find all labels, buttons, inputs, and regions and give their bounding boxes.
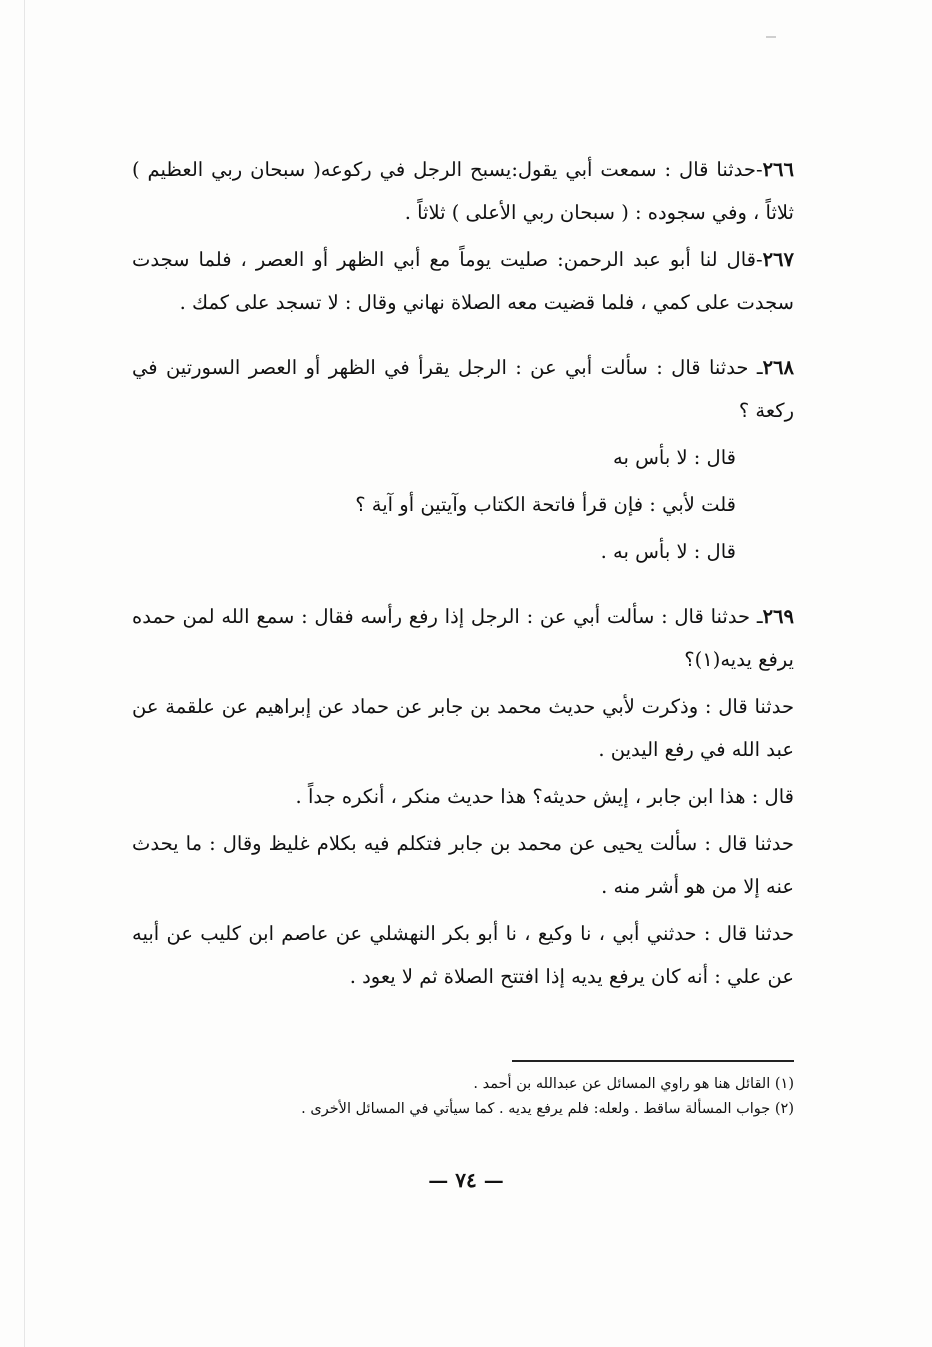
footnotes: [132, 1060, 794, 1122]
paragraph-text: ـ حدثنا قال : سألت أبي عن : الرجل إذا رفع رأسه فقال : سمع الله لمن حمده يرفع يديه(١)؟: [132, 605, 794, 671]
paragraph-text: حدثنا قال : وذكرت لأبي حديث محمد بن جابر عن حماد عن إبراهيم عن علقمة عن عبد الله في رفع اليدين .: [132, 695, 794, 761]
page-number: — ٧٤ —: [428, 1168, 504, 1192]
entry-number: ٢٦٨: [762, 356, 794, 379]
entry-number: ٢٦٦: [762, 158, 794, 181]
paragraph-text: قال : هذا ابن جابر ، إيش حديثه؟ هذا حديث منكر ، أنكره جداً .: [295, 785, 794, 808]
footnote-divider: [512, 1060, 794, 1062]
answer-line: قال : لا بأس به: [613, 446, 736, 469]
paragraph-text: ـ حدثنا قال : سألت أبي عن : الرجل يقرأ في الظهر أو العصر السورتين في ركعة ؟: [132, 356, 794, 422]
scan-edge-line: [24, 0, 25, 1347]
question-line: قلت لأبي : فإن قرأ فاتحة الكتاب وآيتين أو آية ؟: [355, 493, 736, 516]
paragraph-268: [132, 346, 794, 432]
paragraph-text: -حدثنا قال : سمعت أبي يقول:يسبح الرجل في ركوعه( سبحان ربي العظيم ) ثلاثاً ، وفي سجوده : ( سبحان ربي الأعلى ) ثلاثاً .: [132, 158, 794, 224]
paragraph-269: [132, 595, 794, 681]
footnote: (٢) جواب المسألة ساقط . ولعله: فلم يرفع يديه . كما سيأتي في المسائل الأخرى .: [301, 1101, 794, 1117]
answer-line: قال : لا بأس به .: [600, 540, 736, 563]
paragraph-text: حدثنا قال : حدثني أبي ، نا وكيع ، نا أبو بكر النهشلي عن عاصم ابن كليب عن أبيه عن علي : أنه كان يرفع يديه إذا افتتح الصلاة ثم لا يعود .: [132, 922, 794, 988]
main-text: [132, 148, 794, 1002]
paragraph-266: [132, 148, 794, 234]
entry-number: ٢٦٧: [762, 248, 794, 271]
paragraph-text: حدثنا قال : سألت يحيى عن محمد بن جابر فتكلم فيه بكلام غليظ وقال : ما يحدث عنه إلا من هو أشر منه .: [132, 832, 794, 898]
entry-number: ٢٦٩: [762, 605, 794, 628]
scan-mark: [766, 36, 776, 38]
paragraph-267: [132, 238, 794, 324]
paragraph-text: -قال لنا أبو عبد الرحمن: صليت يوماً مع أبي الظهر أو العصر ، فلما سجدت سجدت على كمي ، فلما قضيت معه الصلاة نهاني وقال : لا تسجد على كمك .: [132, 248, 794, 314]
footnote: (١) القائل هنا هو راوي المسائل عن عبدالله بن أحمد .: [473, 1076, 794, 1092]
